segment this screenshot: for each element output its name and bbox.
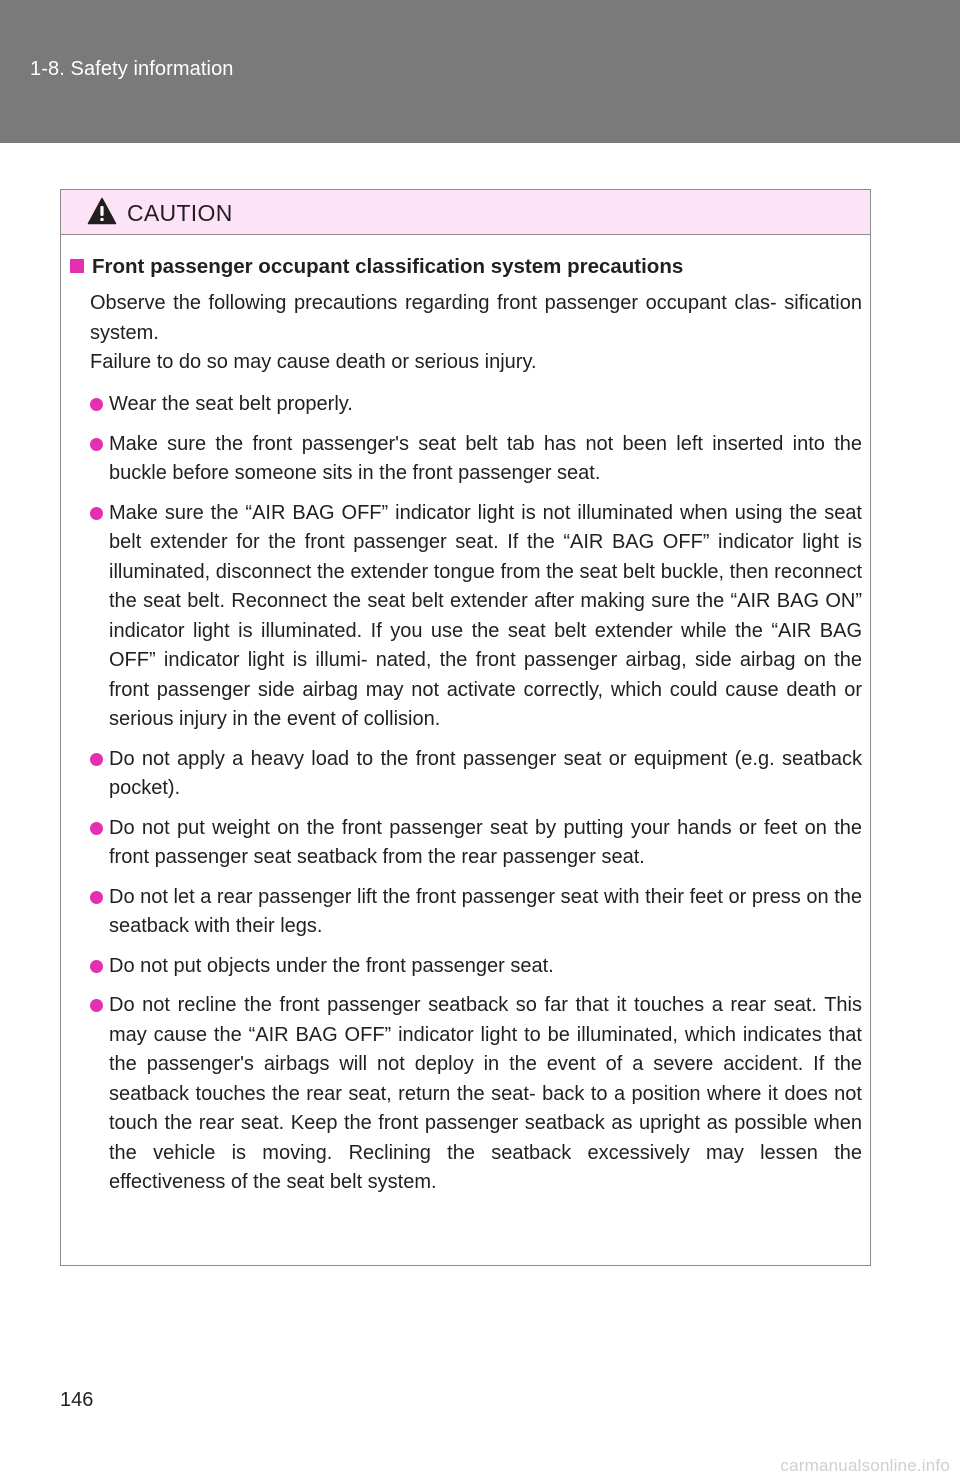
list-item [90,499,862,735]
bullet-dot-icon [90,822,103,835]
list-item-text: Do not recline the front passenger seatback so far that it touches a rear seat. This may cause the “AIR BAG OFF” indicator light to be illuminated, which indicates that the passenger's airbags will not deploy in the event of a severe accident. If the seatback touches the rear seat, return the seat- back to a position where it does not touch the rear seat. Keep the front passenger seatback as upright as possible when the vehicle is moving. Reclining the seatback excessively may lessen the effectiveness of the seat belt system. [109,994,862,1193]
bullet-dot-icon [90,999,103,1012]
list-item-text: Make sure the “AIR BAG OFF” indicator light is not illuminated when using the seat belt extender for the front passenger seat. If the “AIR BAG OFF” indicator light is illuminated, disconnect the extender tongue from the seat belt buckle, then reconnect the seat belt. Reconnect the seat belt extender after making sure the “AIR BAG ON” indicator light is illuminated. If you use the seat belt extender while the “AIR BAG OFF” indicator light is illumi- nated, the front passenger airbag, side airbag on the front passenger side airbag may not activate correctly, which could cause death or serious injury in the event of collision. [109,501,862,730]
section-title: 1-8. Safety information [30,58,234,80]
square-bullet-icon [70,259,84,273]
watermark: carmanualsonline.info [780,1456,950,1475]
caution-label: CAUTION [127,200,233,226]
precaution-heading [70,255,683,279]
bullet-dot-icon [90,753,103,766]
list-item [90,991,862,1198]
bullet-dot-icon [90,507,103,520]
list-item-text: Wear the seat belt properly. [109,393,353,415]
list-item [90,430,862,489]
header-band [0,0,960,143]
list-item [90,390,862,420]
intro-paragraph [90,289,862,378]
bullet-dot-icon [90,960,103,973]
list-item [90,745,862,804]
caution-header [61,190,870,235]
list-item [90,814,862,873]
list-item-text: Do not put objects under the front passenger seat. [109,954,554,977]
intro-text: Observe the following precautions regarding front passenger occupant clas- sification system. [90,292,862,344]
precaution-heading-text: Front passenger occupant classification system precautions [92,255,684,278]
caution-box [60,189,871,1266]
list-item [90,883,862,942]
bullet-dot-icon [90,438,103,451]
list-item-text: Do not apply a heavy load to the front passenger seat or equipment (e.g. seatback pocket). [109,747,862,799]
list-item-text: Do not let a rear passenger lift the front passenger seat with their feet or press on the seatback with their legs. [109,885,862,937]
page-number: 146 [60,1389,94,1411]
bullet-dot-icon [90,891,103,904]
list-item-text: Do not put weight on the front passenger seat by putting your hands or feet on the front passenger seat seatback from the rear passenger seat. [109,816,862,868]
precaution-list [90,390,862,1208]
intro-warning-text: Failure to do so may cause death or serious injury. [90,351,537,373]
warning-triangle-icon [87,197,117,225]
bullet-dot-icon [90,398,103,411]
list-item [90,952,862,982]
list-item-text: Make sure the front passenger's seat belt tab has not been left inserted into the buckle before someone sits in the front passenger seat. [109,432,862,484]
